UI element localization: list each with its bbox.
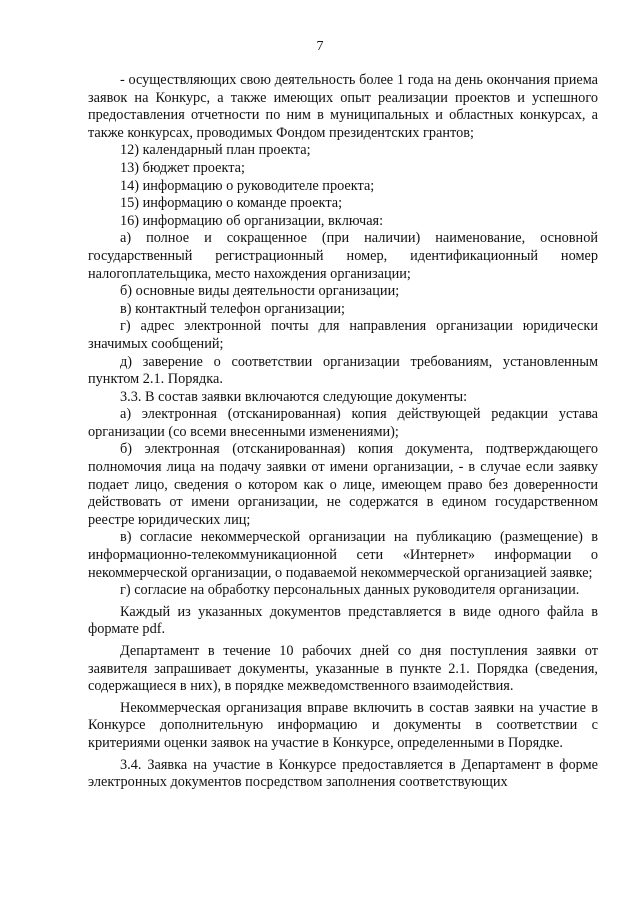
subitem-g: г) адрес электронной почты для направления организации юридически значимых сообщений; (88, 318, 598, 352)
page-number: 7 (316, 39, 324, 54)
subitem-b: б) основные виды деятельности организации; (120, 283, 400, 300)
subitem-v: в) контактный телефон организации; (120, 300, 345, 317)
list-item-15: 15) информацию о команде проекта; (120, 195, 343, 212)
document-item-g: г) согласие на обработку персональных данных руководителя организации. (120, 582, 580, 599)
list-item-12: 12) календарный план проекта; (120, 142, 311, 159)
section-3-3: 3.3. В состав заявки включаются следующие документы: (120, 388, 468, 405)
document-item-b: б) электронная (отсканированная) копия документа, подтверждающего полномочия лица на подачу заявки от имени организации, - в случае если заявку подает лицо, сведения о котором как о лице, имеющем право без доверенности действовать от имени организации, не содержатся в едином государственном реестре юридических лиц; (88, 441, 598, 528)
document-body (88, 72, 598, 792)
document-item-v: в) согласие некоммерческой организации на публикацию (размещение) в информационно-телекоммуникационной сети «Интернет» информации о некоммерческой организации, о подаваемой некоммерческой организацией заявке; (88, 529, 598, 581)
file-format-paragraph: Каждый из указанных документов представляется в виде одного файла в формате pdf. (88, 603, 598, 638)
list-item-16: 16) информацию об организации, включая: (120, 212, 384, 229)
additional-info-paragraph: Некоммерческая организация вправе включить в состав заявки на участие в Конкурсе дополнительную информацию и документы в соответствии с критериями оценки заявок на участие в Конкурсе, определенными в Порядке. (88, 699, 598, 751)
department-request-paragraph: Департамент в течение 10 рабочих дней со дня поступления заявки от заявителя запрашивает документы, указанные в пункте 2.1. Порядка (сведения, содержащиеся в них), в порядке межведомственного взаимодействия. (88, 643, 598, 695)
section-3-4: 3.4. Заявка на участие в Конкурсе предоставляется в Департамент в форме электронных документов посредством заполнения соответствующих (88, 756, 598, 791)
list-item-14: 14) информацию о руководителе проекта; (120, 177, 375, 194)
subitem-a: а) полное и сокращенное (при наличии) наименование, основной государственный регистрационный номер, идентификационный номер налогоплательщика, место нахождения организации; (88, 230, 598, 282)
subitem-d: д) заверение о соответствии организации требованиям, установленным пунктом 2.1. Порядка. (88, 353, 598, 388)
paragraph-continuation: - осуществляющих свою деятельность более 1 года на день окончания приема заявок на Конкурс, а также имеющих опыт реализации проектов и успешного предоставления отчетности по ним в муниципальных и областных конкурсах, а также конкурсах, проводимых Фондом президентских грантов; (88, 72, 598, 141)
list-item-13: 13) бюджет проекта; (120, 159, 245, 176)
document-item-a: а) электронная (отсканированная) копия действующей редакции устава организации (со всеми внесенными изменениями); (88, 406, 598, 440)
